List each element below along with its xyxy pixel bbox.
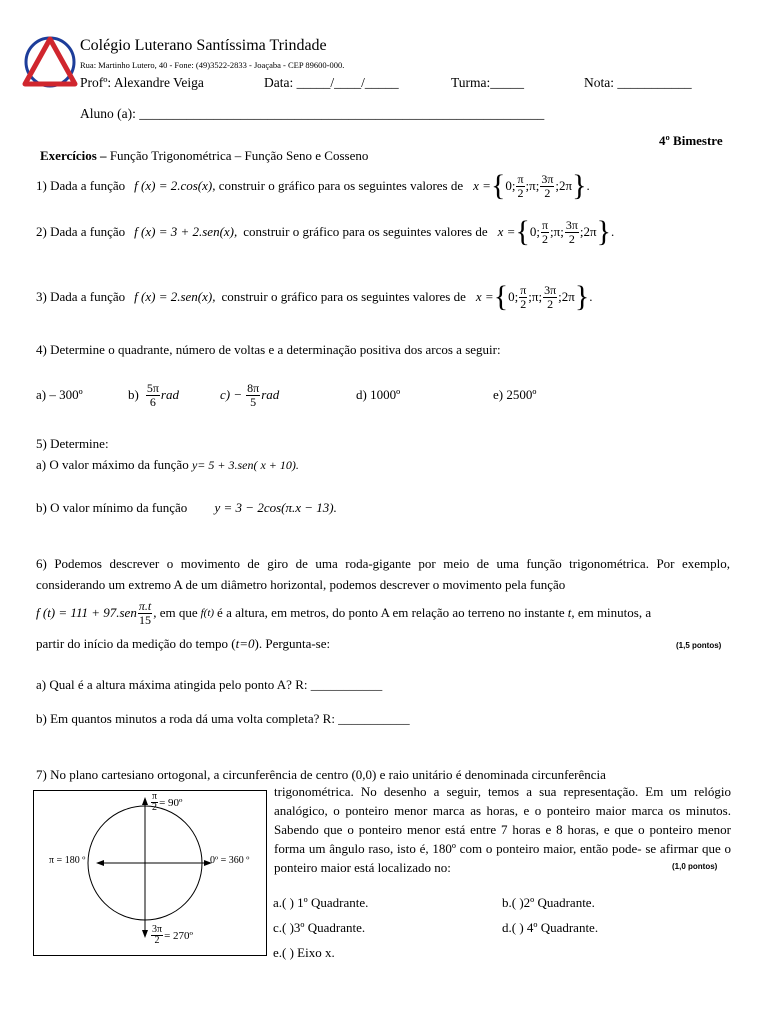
q1-x: x = — [473, 178, 491, 193]
q6-a: a) Qual é a altura máxima atingida pelo ponto A? R: ___________ — [36, 677, 383, 692]
q4-d: d) 1000º — [356, 387, 401, 402]
q3-3pi2-num: 3π — [544, 282, 557, 297]
q1-set-pi: π; — [529, 178, 540, 193]
q5-a — [36, 457, 299, 473]
title-bold: Exercícios – — [40, 148, 107, 163]
q1-set-2pi: ;2π — [555, 178, 573, 193]
question-3: 3) Dada a função f (x) = 2.sen(x), construir o gráfico para os seguintes valores de x = { 0; $\frac{\pi}{2}$ ; π; $\frac{3\pi}{2}$ ;2π } . — [36, 280, 593, 313]
label-270 — [150, 925, 193, 946]
q1-pi2-den: 2 — [517, 185, 524, 200]
q4-b-den: 6 — [149, 394, 156, 409]
question-2: 2) Dada a função f (x) = 3 + 2.sen(x), construir o gráfico para os seguintes valores de x = { 0; $\frac{\pi}{2}$ ; π; $\frac{3\pi}{2}$ ;2π } . — [36, 215, 615, 248]
question-5: 5) Determine: — [36, 436, 109, 451]
q6-after2: é a altura, em metros, do ponto A em relação ao terreno no instante — [217, 605, 565, 620]
q6-after3: , em minutos, a — [571, 605, 652, 620]
school-address: Rua: Martinho Lutero, 40 - Fone: (49)3522-2833 - Joaçaba - CEP 89600-000. — [80, 60, 345, 70]
q3-set-2pi: ;2π — [558, 289, 575, 304]
trig-circle-diagram — [33, 790, 267, 956]
q2-set-2pi: ;2π — [579, 224, 597, 239]
label-180: π = 180 º — [49, 855, 86, 866]
q3-set-pi: π; — [531, 289, 543, 304]
q2-pi2-num: π — [541, 217, 549, 232]
label-270-den: 2 — [154, 935, 160, 946]
q7-option-a[interactable]: a.( ) 1º Quadrante. — [273, 895, 369, 910]
q6-points: (1,5 pontos) — [676, 641, 722, 650]
question-4: 4) Determine o quadrante, número de voltas e a determinação positiva dos arcos a seguir: — [36, 342, 501, 357]
question-1: 1) Dada a função f (x) = 2.cos(x) , construir o gráfico para os seguintes valores de x = { 0; $\frac{\pi}{2}$ ; π; $\frac{3\pi}{2}$ ;2π } . — [36, 169, 590, 202]
q2-x: x = — [497, 224, 516, 239]
q4-b-label: b) — [128, 387, 139, 402]
q5-a-function: y= 5 + 3.sen( x + 10). — [191, 458, 299, 472]
q2-set-pi: π; — [553, 224, 564, 239]
q3-set-zero: 0; — [508, 289, 519, 304]
q3-function: f (x) = 2.sen(x), — [134, 289, 216, 304]
q4-c-den: 5 — [250, 394, 257, 409]
label-270-eq: = 270º — [164, 929, 193, 942]
label-90-num: π — [152, 791, 158, 802]
question-7-line1: 7) No plano cartesiano ortogonal, a circunferência de centro (0,0) e raio unitário é denominada circunferência — [36, 767, 606, 782]
q6-line3a: partir do início da medição do tempo ( — [36, 636, 236, 651]
q3-3pi2-den: 2 — [547, 296, 554, 311]
q7-option-e[interactable]: e.( ) Eixo x. — [273, 945, 335, 960]
q1-pi2-num: π — [517, 171, 524, 186]
class-field[interactable]: Turma:_____ — [451, 75, 525, 90]
q4-e: e) 2500º — [493, 387, 537, 402]
q4-b — [128, 375, 179, 415]
school-logo — [20, 34, 82, 92]
student-field[interactable]: Aluno (a): ____________________________________________________________ — [80, 106, 545, 121]
q3-mid: construir o gráfico para os seguintes valores de — [221, 289, 466, 304]
q1-set-zero: 0; — [505, 178, 516, 193]
q1-3pi2-num: 3π — [541, 171, 554, 186]
q2-pi2-den: 2 — [542, 231, 549, 246]
q6-function-line — [36, 596, 730, 630]
q6-b: b) Em quantos minutos a roda dá uma volta completa? R: ___________ — [36, 711, 410, 726]
label-360: 0º = 360 º — [210, 855, 250, 866]
label-90-eq: = 90º — [159, 796, 183, 809]
exercise-title — [40, 148, 368, 164]
q6-ft: f(t) — [200, 607, 215, 619]
title-rest: Função Trigonométrica – Função Seno e Cosseno — [109, 148, 369, 163]
q7-points: (1,0 pontos) — [672, 862, 718, 871]
arrow-down — [142, 930, 148, 938]
q4-b-num: 5π — [146, 380, 159, 395]
q5-b-function: y = 3 − 2cos(π.x − 13). — [214, 500, 337, 515]
q7-option-c[interactable]: c.( )3º Quadrante. — [273, 920, 366, 935]
arrow-up — [142, 797, 148, 805]
q6-line3 — [36, 636, 330, 652]
q4-c-num: 8π — [247, 380, 260, 395]
q6-function: f (t) = 111 + 97.sen — [36, 605, 137, 620]
q1-function: f (x) = 2.cos(x) — [134, 178, 213, 193]
date-field[interactable]: Data: _____/____/_____ — [264, 75, 399, 90]
arrow-left — [96, 860, 104, 866]
q6-after: , em que — [153, 605, 198, 620]
question-7-text: trigonométrica. No desenho a seguir, temos a sua representação. Em um relógio analógico, o ponteiro menor marca as horas, e o ponteiro maior marca os minutos. Sabendo que o ponteiro menor está entre 7 horas e 8 horas, e que o ponteiro menor forma um ângulo raso, isto é, 180º com o ponteiro maior, então pode- se afirmar que o ponteiro maior está localizado no: — [274, 784, 731, 875]
label-90-den: 2 — [152, 802, 158, 813]
q3-pi2-num: π — [520, 282, 527, 297]
q2-prefix: 2) Dada a função — [36, 224, 126, 239]
teacher-name: Profº: Alexandre Veiga — [80, 75, 204, 90]
q4-a: a) – 300º — [36, 387, 83, 402]
q2-function: f (x) = 3 + 2.sen(x), — [134, 224, 238, 239]
q4-c-label: c) − — [220, 387, 243, 402]
q5-b-text: b) O valor mínimo da função — [36, 500, 188, 515]
q2-set-zero: 0; — [529, 224, 540, 239]
q2-3pi2-den: 2 — [568, 231, 575, 246]
q4-c-unit: rad — [261, 387, 280, 402]
q5-b — [36, 500, 337, 516]
q2-mid: construir o gráfico para os seguintes valores de — [243, 224, 488, 239]
q3-x: x = — [475, 289, 494, 304]
q3-prefix: 3) Dada a função — [36, 289, 126, 304]
q7-option-b[interactable]: b.( )2º Quadrante. — [502, 895, 595, 910]
q1-mid: , construir o gráfico para os seguintes valores de — [212, 178, 464, 193]
q6-t0: t=0 — [235, 636, 255, 651]
q6-frac-den: 15 — [139, 612, 151, 627]
q2-3pi2-num: 3π — [565, 217, 578, 232]
q6-t: t — [567, 605, 572, 620]
q6-frac-num: π.t — [138, 598, 152, 613]
q3-pi2-den: 2 — [520, 296, 527, 311]
label-270-num: 3π — [152, 924, 163, 935]
q7-option-d[interactable]: d.( ) 4º Quadrante. — [502, 920, 599, 935]
q1-prefix: 1) Dada a função — [36, 178, 126, 193]
q6-line3b: ). Pergunta-se: — [254, 636, 331, 651]
q5-a-text: a) O valor máximo da função — [36, 457, 189, 472]
grade-field[interactable]: Nota: ___________ — [584, 75, 692, 90]
q4-c — [220, 375, 279, 415]
q4-b-unit: rad — [160, 387, 179, 402]
label-90 — [150, 792, 182, 813]
school-name: Colégio Luterano Santíssima Trindade — [80, 37, 327, 54]
question-6-text: 6) Podemos descrever o movimento de giro de uma roda-gigante por meio de uma função trigonométrica. Por exemplo, considerando um extremo A de um diâmetro horizontal, podemos descrever o movimento pela função — [36, 556, 730, 592]
q1-3pi2-den: 2 — [544, 185, 551, 200]
bimester-label: 4º Bimestre — [659, 133, 723, 148]
